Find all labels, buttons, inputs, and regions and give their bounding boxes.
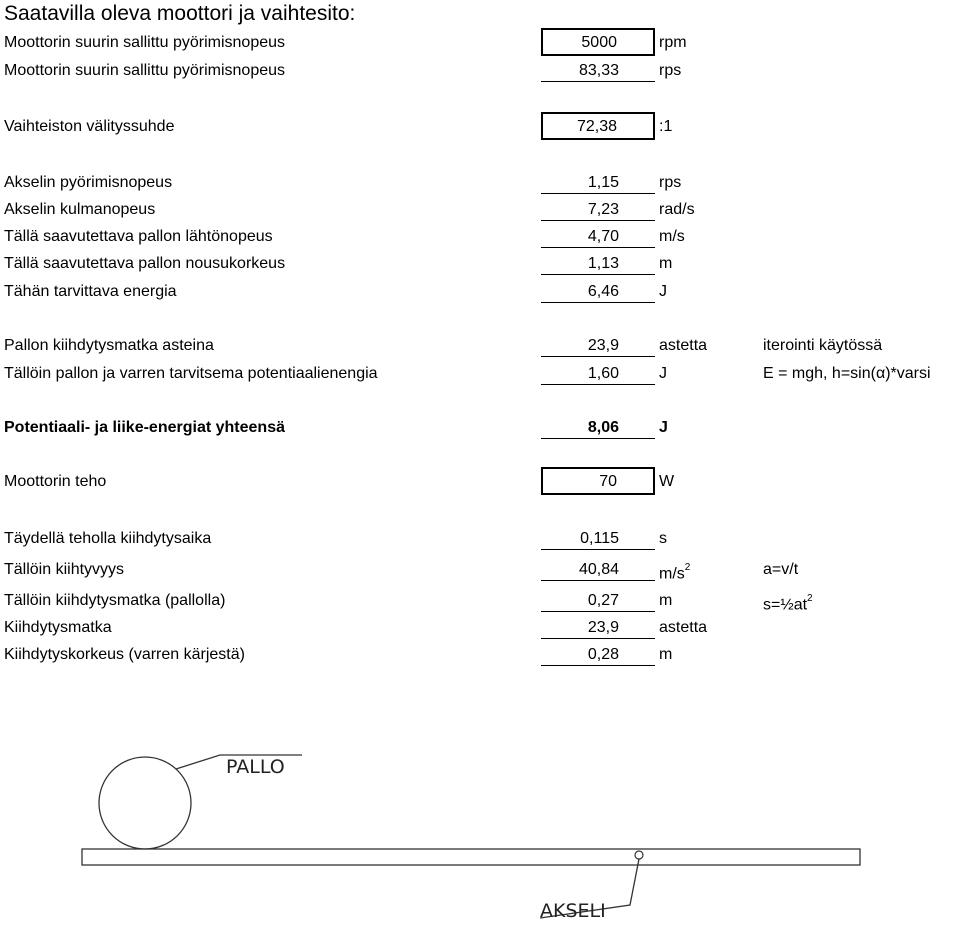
- ball-circle: [99, 757, 191, 849]
- row-total-energy: [0, 416, 960, 440]
- value-cell[interactable]: 40,84: [541, 558, 655, 581]
- row-label: Akselin pyörimisnopeus: [4, 174, 173, 191]
- row-label: Potentiaali- ja liike-energiat yhteensä: [4, 419, 285, 436]
- row-label: Tällä saavutettava pallon nousukorkeus: [4, 255, 286, 272]
- unit-label: rps: [659, 62, 682, 79]
- axle-label: AKSELI: [540, 900, 606, 922]
- row-accel-angle: [0, 616, 960, 640]
- row-angular-velocity: [0, 198, 960, 222]
- value-cell[interactable]: 23,9: [541, 616, 655, 639]
- row-launch-speed: [0, 225, 960, 249]
- row-max-rpm: [0, 31, 960, 55]
- row-label: Moottorin teho: [4, 473, 107, 490]
- unit-label: rpm: [659, 34, 687, 51]
- row-label: Tällöin kiihdytysmatka (pallolla): [4, 592, 226, 609]
- unit-label: s: [659, 530, 667, 547]
- row-gear-ratio: [0, 115, 960, 139]
- row-shaft-rps: [0, 171, 960, 195]
- row-label: Moottorin suurin sallittu pyörimisnopeus: [4, 34, 286, 51]
- value-cell[interactable]: 23,9: [541, 334, 655, 357]
- row-acceleration: [0, 558, 960, 582]
- note-text: iterointi käytössä: [763, 337, 883, 354]
- value-cell[interactable]: 0,28: [541, 643, 655, 666]
- note-formula: a=v/t: [763, 561, 799, 578]
- row-accel-time: [0, 527, 960, 551]
- page-title: Saatavilla oleva moottori ja vaihtesito:: [4, 2, 356, 25]
- unit-label: J: [659, 283, 667, 300]
- row-accel-degrees: [0, 334, 960, 358]
- row-motor-power: [0, 470, 960, 494]
- row-energy: [0, 280, 960, 304]
- value-cell[interactable]: 0,115: [541, 527, 655, 550]
- value-cell-input[interactable]: 72,38: [541, 112, 655, 140]
- value-cell[interactable]: 4,70: [541, 225, 655, 248]
- unit-label: W: [659, 473, 675, 490]
- unit-label: m: [659, 255, 673, 272]
- row-label: Akselin kulmanopeus: [4, 201, 156, 218]
- note-formula: E = mgh, h=sin(α)*varsi: [763, 365, 931, 382]
- row-label: Kiihdytyskorkeus (varren kärjestä): [4, 646, 245, 663]
- unit-label: :1: [659, 118, 673, 135]
- unit-label: astetta: [659, 619, 708, 636]
- value-cell-input[interactable]: 70: [541, 467, 655, 495]
- row-accel-height: [0, 643, 960, 667]
- row-max-rps: [0, 59, 960, 83]
- row-label: Moottorin suurin sallittu pyörimisnopeus: [4, 62, 286, 79]
- row-accel-distance: [0, 589, 960, 613]
- row-label: Kiihdytysmatka: [4, 619, 112, 636]
- row-rise-height: [0, 252, 960, 276]
- row-label: Täydellä teholla kiihdytysaika: [4, 530, 212, 547]
- unit-label: astetta: [659, 337, 708, 354]
- value-cell[interactable]: 1,15: [541, 171, 655, 194]
- row-label: Pallon kiihdytysmatka asteina: [4, 337, 214, 354]
- unit-label: m/s: [659, 228, 685, 245]
- row-potential-energy: [0, 362, 960, 386]
- unit-label: J: [659, 365, 667, 382]
- value-cell[interactable]: 8,06: [541, 416, 655, 439]
- unit-label: J: [659, 419, 668, 436]
- value-cell[interactable]: 83,33: [541, 59, 655, 82]
- value-cell[interactable]: 0,27: [541, 589, 655, 612]
- row-label: Vaihteiston välityssuhde: [4, 118, 175, 135]
- row-label: Tällöin pallon ja varren tarvitsema potentiaalienengia: [4, 365, 378, 382]
- axle-circle: [635, 851, 643, 859]
- row-label: Tähän tarvittava energia: [4, 283, 177, 300]
- value-cell-input[interactable]: 5000: [541, 28, 655, 56]
- value-cell[interactable]: 6,46: [541, 280, 655, 303]
- row-label: Tällä saavutettava pallon lähtönopeus: [4, 228, 273, 245]
- value-cell[interactable]: 7,23: [541, 198, 655, 221]
- value-cell[interactable]: 1,60: [541, 362, 655, 385]
- ball-label: PALLO: [226, 756, 285, 778]
- unit-label: $m/s^2$: [659, 562, 691, 583]
- unit-label: m: [659, 646, 673, 663]
- row-label: Tällöin kiihtyvyys: [4, 561, 125, 578]
- arm-bar: [82, 849, 860, 865]
- mechanism-diagram: [0, 735, 960, 925]
- unit-label: m: [659, 592, 673, 609]
- unit-label: rad/s: [659, 201, 695, 218]
- note-formula: $s=\frac{1}{2}at^2$: [763, 593, 813, 614]
- unit-label: rps: [659, 174, 682, 191]
- value-cell[interactable]: 1,13: [541, 252, 655, 275]
